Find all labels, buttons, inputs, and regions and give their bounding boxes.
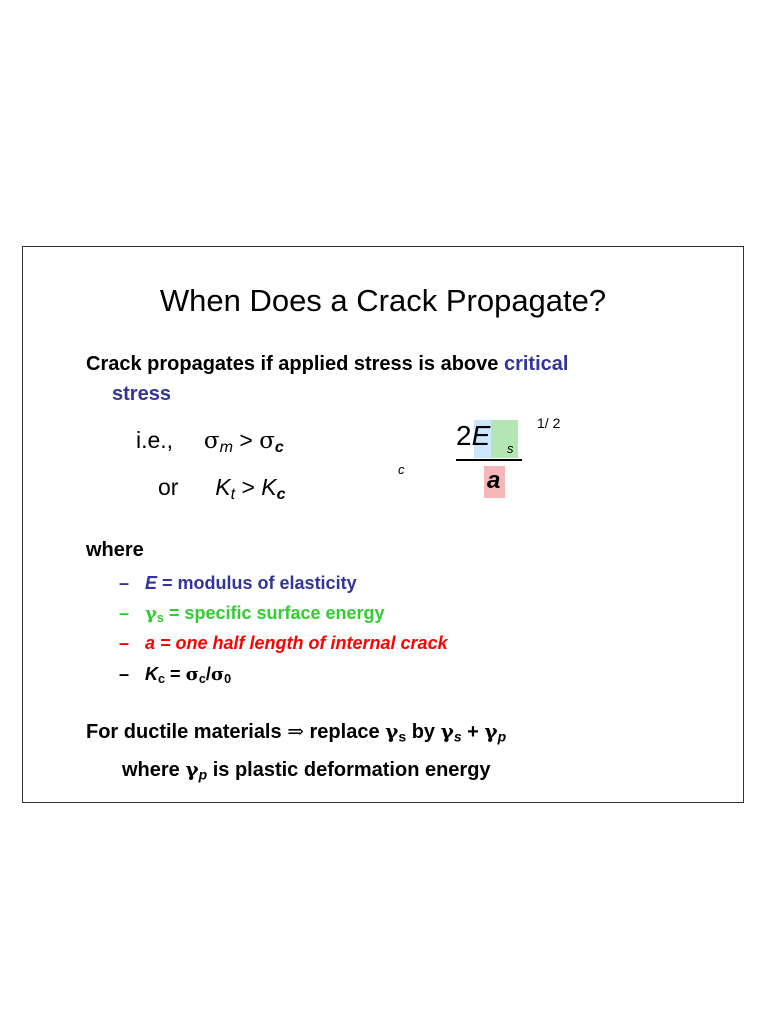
formula-lhs-subscript: c — [398, 462, 405, 477]
condition-sigma — [136, 427, 284, 457]
sigma-c-subscript: c — [274, 438, 284, 457]
definition-dash: – — [119, 633, 130, 653]
slide-title: When Does a Crack Propagate? — [159, 283, 607, 318]
ductile-replace: replace — [309, 721, 380, 743]
gamma-s-subscript: s — [453, 728, 462, 745]
ductile-where: where — [122, 759, 180, 781]
definition-e-symbol: E — [145, 573, 158, 593]
formula-denominator: a — [487, 467, 501, 494]
k-c-symbol: K — [261, 474, 277, 500]
definition-gamma-s — [119, 603, 385, 626]
gamma-p-subscript: p — [198, 766, 208, 783]
definition-slash: / — [205, 664, 211, 684]
condition2-operator: > — [241, 474, 255, 500]
slide — [22, 246, 744, 803]
ductile-by: by — [411, 721, 436, 743]
condition1-prefix: i.e., — [136, 427, 174, 453]
definition-kc-equals: = — [170, 664, 181, 684]
ductile-definition: is plastic deformation energy — [212, 759, 491, 781]
definition-a — [119, 634, 448, 652]
definition-gamma-symbol: γ — [145, 603, 157, 624]
where-label: where — [86, 539, 144, 561]
definition-sigma-c-sub: c — [198, 672, 206, 687]
intro-highlight-stress: stress — [112, 383, 171, 405]
k-c-subscript: c — [276, 485, 286, 504]
definition-e-text: = modulus of elasticity — [162, 573, 357, 593]
definition-gamma-text: = specific surface energy — [168, 603, 385, 623]
fraction-bar — [456, 459, 522, 461]
k-t-symbol: K — [215, 474, 231, 500]
sigma-m-symbol: σ — [203, 428, 220, 454]
k-t-subscript: t — [230, 485, 236, 504]
definition-dash: – — [119, 573, 130, 593]
intro-line-1 — [86, 349, 568, 379]
gamma-symbol: γ — [484, 719, 498, 743]
gamma-symbol: γ — [185, 757, 199, 781]
definition-dash: – — [119, 603, 130, 623]
definition-a-text: = one half length of internal crack — [160, 633, 448, 653]
gamma-symbol: γ — [385, 719, 399, 743]
gamma-symbol: γ — [440, 719, 454, 743]
gamma-s-subscript: s — [398, 728, 407, 745]
ductile-text-a: For ductile materials — [86, 721, 282, 743]
definition-kc — [119, 664, 232, 687]
numerator-e: E — [471, 420, 491, 451]
definition-sigma-0-sub: 0 — [224, 672, 232, 687]
intro-text: Crack propagates if applied stress is above — [86, 353, 499, 375]
ductile-line-1 — [86, 719, 507, 745]
definition-kc-subscript: c — [158, 672, 166, 687]
definition-dash: – — [119, 664, 130, 684]
definition-a-symbol: a — [145, 633, 156, 653]
ductile-line-2 — [122, 757, 491, 783]
condition-k — [158, 474, 286, 504]
definition-gamma-subscript: s — [156, 611, 164, 626]
definition-sigma-c: σ — [185, 664, 199, 685]
condition2-prefix: or — [158, 474, 179, 500]
sigma-m-subscript: m — [219, 438, 233, 457]
intro-highlight-critical: critical — [503, 353, 569, 375]
definition-kc-symbol: K — [145, 664, 158, 684]
definition-sigma-0: σ — [210, 664, 225, 685]
numerator-s: s — [507, 441, 514, 456]
definition-e — [119, 574, 357, 592]
gamma-p-subscript: p — [497, 728, 507, 745]
numerator-coefficient: 2 — [456, 420, 472, 451]
implies-arrow-icon: ⇒ — [287, 719, 304, 743]
formula-numerator — [456, 422, 490, 450]
ductile-plus: + — [467, 721, 479, 743]
sigma-c-symbol: σ — [259, 428, 275, 454]
formula-exponent: 1/ 2 — [537, 415, 561, 431]
condition1-operator: > — [239, 427, 253, 453]
